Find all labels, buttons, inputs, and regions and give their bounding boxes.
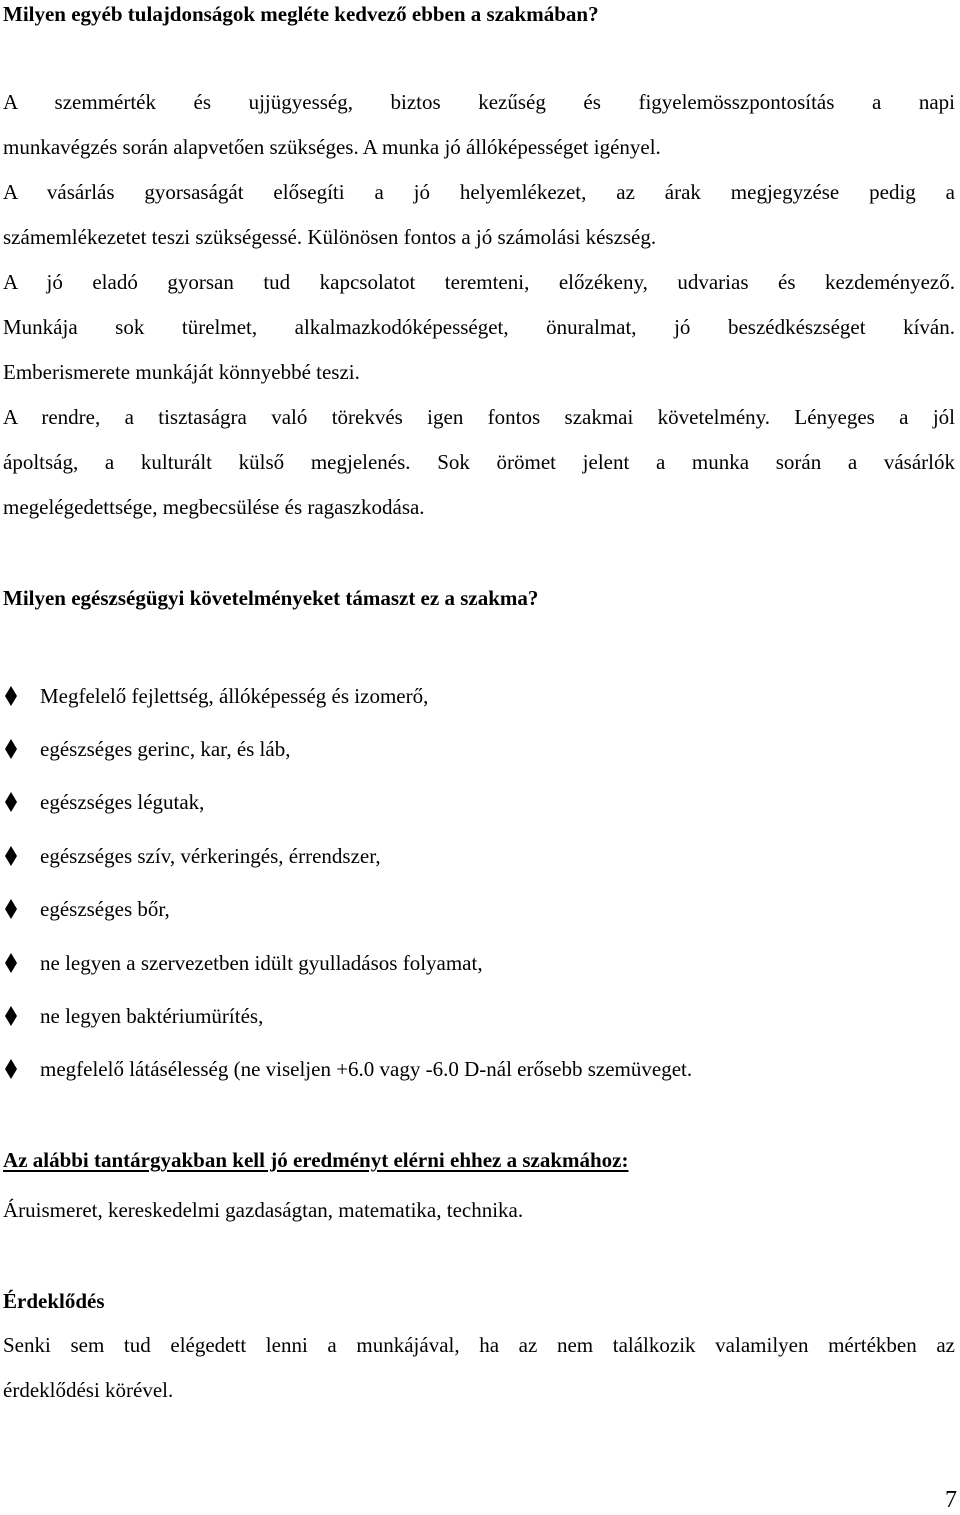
paragraph-line: számemlékezetet teszi szükségessé. Különösen fontos a jó számolási készség. — [3, 225, 657, 249]
paragraph-line: munkavégzés során alapvetően szükséges. A munka jó állóképességet igényel. — [3, 135, 661, 159]
list-item-text: megfelelő látásélesség (ne viseljen +6.0 vagy -6.0 D-nál erősebb szemüveget. — [40, 1057, 693, 1081]
paragraph-line: A vásárlás gyorsaságát elősegíti a jó helyemlékezet, az árak megjegyzése pedig a — [3, 180, 955, 204]
list-item-text: egészséges légutak, — [40, 790, 205, 814]
paragraph-line: A szemmérték és ujjügyesség, biztos kezűség és figyelemösszpontosítás a napi — [3, 90, 955, 114]
section-heading-subjects: Az alábbi tantárgyakban kell jó eredményt elérni ehhez a szakmához: — [3, 1148, 629, 1172]
list-item-text: egészséges szív, vérkeringés, érrendszer, — [40, 844, 381, 868]
paragraph-line: Munkája sok türelmet, alkalmazkodóképességet, önuralmat, jó beszédkészséget kíván. — [3, 315, 955, 339]
diamond-bullet-icon — [0, 1002, 22, 1030]
paragraph-line: érdeklődési körével. — [3, 1378, 174, 1402]
section-heading-properties: Milyen egyéb tulajdonságok megléte kedvező ebben a szakmában? — [3, 2, 599, 26]
section-heading-interest: Érdeklődés — [3, 1289, 105, 1313]
list-item-text: ne legyen a szervezetben idült gyulladásos folyamat, — [40, 951, 483, 975]
paragraph-line: Emberismerete munkáját könnyebbé teszi. — [3, 360, 360, 384]
diamond-bullet-icon — [0, 895, 22, 923]
subjects-text: Áruismeret, kereskedelmi gazdaságtan, matematika, technika. — [3, 1198, 524, 1222]
section-heading-health: Milyen egészségügyi követelményeket támaszt ez a szakma? — [3, 586, 539, 610]
paragraph-line: megelégedettsége, megbecsülése és ragaszkodása. — [3, 495, 425, 519]
diamond-bullet-icon — [0, 735, 22, 763]
list-item-text: egészséges gerinc, kar, és láb, — [40, 737, 291, 761]
list-item-text: Megfelelő fejlettség, állóképesség és izomerő, — [40, 684, 429, 708]
diamond-bullet-icon — [0, 682, 22, 710]
diamond-bullet-icon — [0, 1055, 22, 1083]
paragraph-line: Senki sem tud elégedett lenni a munkájával, ha az nem találkozik valamilyen mértékben az — [3, 1333, 955, 1357]
list-item-text: egészséges bőr, — [40, 897, 170, 921]
page-number: 7 — [945, 1487, 957, 1513]
paragraph-line: A jó eladó gyorsan tud kapcsolatot teremteni, előzékeny, udvarias és kezdeményező. — [3, 270, 955, 294]
paragraph-line: A rendre, a tisztaságra való törekvés igen fontos szakmai követelmény. Lényeges a jól — [3, 405, 955, 429]
diamond-bullet-icon — [0, 949, 22, 977]
paragraph-line: ápoltság, a kulturált külső megjelenés. Sok örömet jelent a munka során a vásárlók — [3, 450, 955, 474]
diamond-bullet-icon — [0, 842, 22, 870]
list-item-text: ne legyen baktériumürítés, — [40, 1004, 264, 1028]
diamond-bullet-icon — [0, 788, 22, 816]
